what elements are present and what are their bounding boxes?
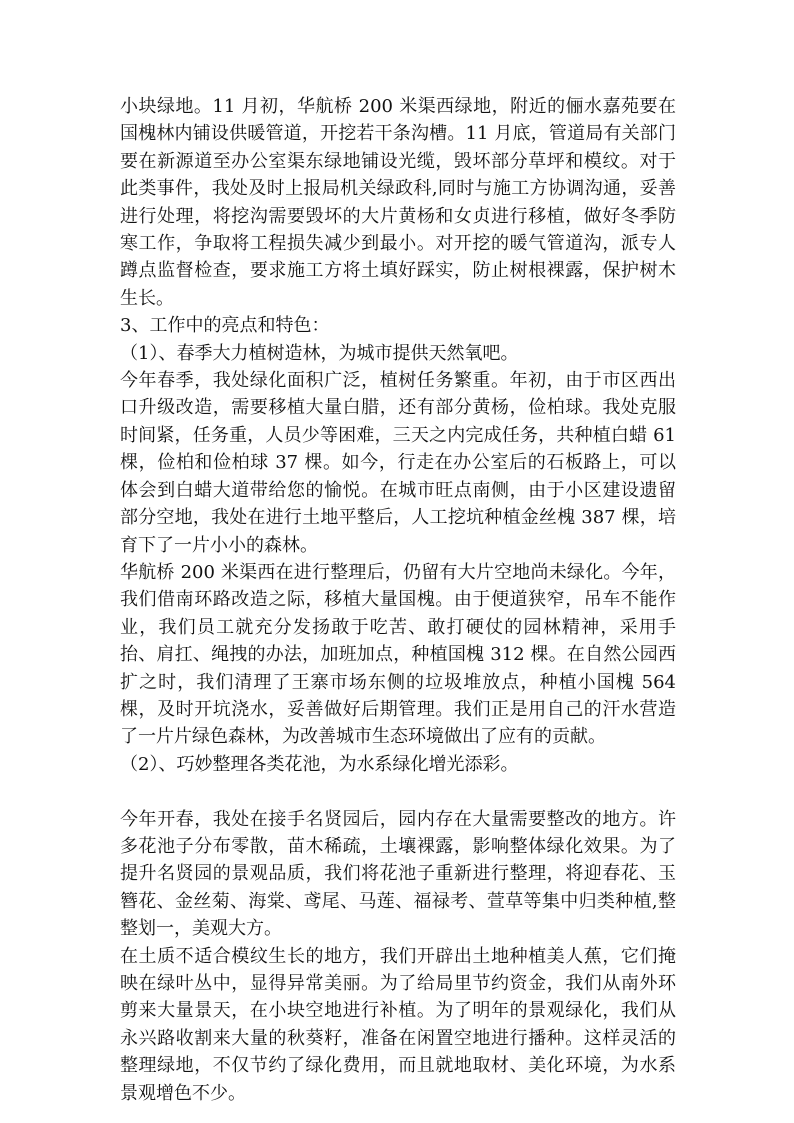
paragraph-huahang-bridge: 华航桥 200 米渠西在进行整理后，仍留有大片空地尚未绿化。今年，我们借南环路改造之际，移植大量国槐。由于便道狭窄，吊车不能作业，我们员工就充分发扬敢于吃苦、敢打硬仗的园林精神，采用手抬、肩扛、绳拽的办法，加班加点，种植国槐 312 棵。在自然公园西扩之时，我们清理了王寨市场东侧的垃圾堆放点，种植小国槐 564 棵，及时开坑浇水，妥善做好后期管理。我们正是用自己的汗水营造了一片片绿色森林，为改善城市生态环境做出了应有的贡献。 [120,561,676,748]
document-page [120,93,676,1107]
subheading-tree-planting: （1）、春季大力植树造林，为城市提供天然氧吧。 [120,342,519,364]
paragraph-mingxian-garden: 今年开春，我处在接手名贤园后，园内存在大量需要整改的地方。许多花池子分布零散，苗木稀疏，土壤裸露，影响整体绿化效果。为了提升名贤园的景观品质，我们将花池子重新进行整理，将迎春花、玉簪花、金丝菊、海棠、鸢尾、马莲、福禄考、萱草等集中归类种植,整整划一，美观大方。 [120,808,676,940]
section-heading-highlights: 3、工作中的亮点和特色： [120,315,330,337]
paragraph-green-land-protection: 小块绿地。11 月初，华航桥 200 米渠西绿地，附近的俪水嘉苑要在国槐林内铺设供暖管道，开挖若干条沟槽。11 月底，管道局有关部门要在新源道至办公室渠东绿地铺设光缆，毁坏部分草坪和模纹。对于此类事件，我处及时上报局机关绿政科,同时与施工方协调沟通，妥善进行处理，将挖沟需要毁坏的大片黄杨和女贞进行移植，做好冬季防寒工作，争取将工程损失减少到最小。对开挖的暖气管道沟，派专人蹲点监督检查，要求施工方将土填好踩实，防止树根裸露，保护树木生长。 [120,96,676,309]
subheading-flower-beds: （2）、巧妙整理各类花池，为水系绿化增光添彩。 [120,753,519,775]
paragraph-spring-planting: 今年春季，我处绿化面积广泛，植树任务繁重。年初，由于市区西出口升级改造，需要移植大量白腊，还有部分黄杨，俭柏球。我处克服时间紧，任务重，人员少等困难，三天之内完成任务，共种植白蜡 61 棵，俭柏和俭柏球 37 棵。如今，行走在办公室后的石板路上，可以体会到白蜡大道带给您的愉悦。在城市旺点南侧，由于小区建设遗留部分空地，我处在进行土地平整后，人工挖坑种植金丝槐 387 棵，培育下了一片小小的森林。 [120,370,676,556]
blank-line [120,778,676,805]
paragraph-canna-planting: 在土质不适合模纹生长的地方，我们开辟出土地种植美人蕉，它们掩映在绿叶丛中，显得异常美丽。为了给局里节约资金，我们从南外环剪来大量景天，在小块空地进行补植。为了明年的景观绿化，我们从永兴路收割来大量的秋葵籽，准备在闲置空地进行播种。这样灵活的整理绿地，不仅节约了绿化费用，而且就地取材、美化环境，为水系景观增色不少。 [120,945,676,1104]
